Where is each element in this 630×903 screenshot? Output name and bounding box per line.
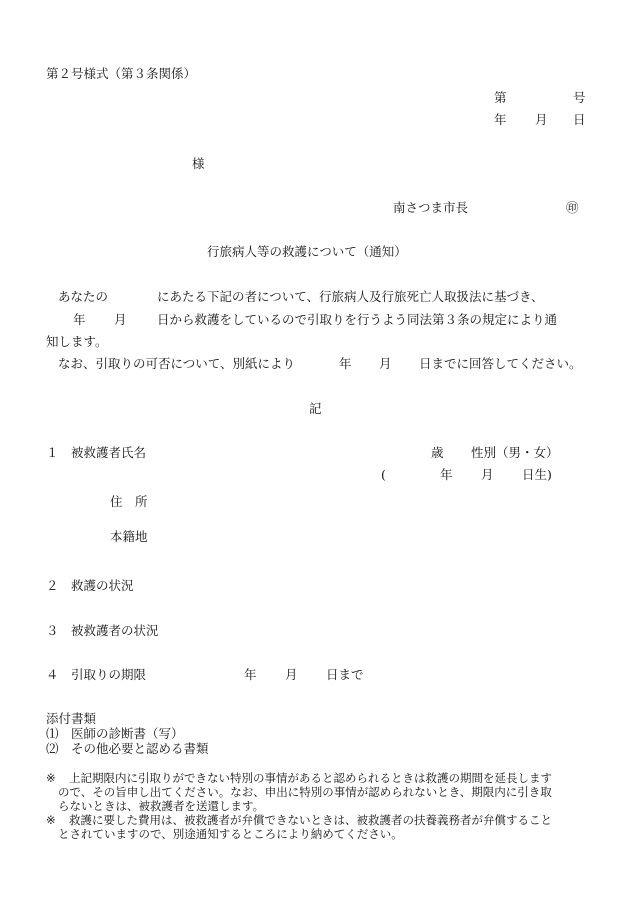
honseki-label: 本籍地: [110, 529, 148, 544]
body-line4-month: 月: [379, 356, 392, 371]
body-line4-a: なお、引取りの可否について、別紙により: [58, 356, 296, 371]
note1-line1: 上記期限内に引取りができない特別の事情があると認められるときは救護の期間を延長します: [69, 771, 552, 785]
item2-number: ２: [46, 578, 59, 593]
body-line4-year: 年: [339, 356, 352, 371]
item4-number: ４: [46, 667, 59, 682]
attachment2-number: ⑵: [46, 741, 59, 756]
note2-mark: ※: [46, 813, 56, 827]
date-year: 年: [494, 112, 507, 127]
date-day: 日: [573, 112, 586, 127]
doc-number-prefix: 第: [494, 90, 507, 105]
item1-birth-year: 年: [440, 467, 453, 482]
item4-year: 年: [244, 667, 257, 682]
attachment1-number: ⑴: [46, 726, 59, 741]
item1-label: 被救護者氏名: [71, 445, 147, 460]
item1-paren-open: (: [381, 467, 386, 482]
note2-line2: とされていますので、別途通知するところにより納めてください。: [58, 827, 403, 841]
body-line2-year: 年: [73, 312, 86, 327]
addressee-suffix: 様: [192, 156, 205, 171]
item1-birth-month: 月: [481, 467, 494, 482]
item2-label: 救護の状況: [71, 578, 134, 593]
item1-sex: 性別（男・女）: [471, 445, 559, 460]
item1-number: １: [46, 445, 59, 460]
attachment1-text: 医師の診断書（写）: [71, 726, 184, 741]
attachment2-text: その他必要と認める書類: [71, 741, 209, 756]
note1-line3: らないときは、被救護者を送還します。: [58, 799, 265, 813]
seal-mark: ㊞: [566, 200, 579, 215]
date-month: 月: [535, 112, 548, 127]
body-line4-rest: 日までに回答してください。: [419, 356, 582, 371]
item4-month: 月: [285, 667, 298, 682]
item3-label: 被救護者の状況: [71, 623, 159, 638]
body-line1-a: あなたの: [58, 289, 109, 304]
ki-heading: 記: [309, 401, 322, 416]
note1-line2: ので、その旨申し出てください。なお、申出に特別の事情が認められないとき、期限内に引き取: [58, 785, 552, 799]
body-line2-rest: 日から救護をしているので引取りを行うよう同法第３条の規定により通: [157, 312, 558, 327]
item1-birth-day: 日生): [522, 467, 552, 482]
body-line1-b: にあたる下記の者について、行旅病人及行旅死亡人取扱法に基づき、: [157, 289, 544, 304]
body-line2-month: 月: [114, 312, 127, 327]
item3-number: ３: [46, 623, 59, 638]
doc-number-suffix: 号: [573, 90, 586, 105]
note1-mark: ※: [46, 771, 56, 785]
body-line3: 知します。: [46, 334, 108, 349]
form-label: 第２号様式（第３条関係）: [46, 66, 197, 81]
item4-label: 引取りの期限: [71, 667, 147, 682]
item4-day: 日まで: [326, 667, 364, 682]
document-title: 行旅病人等の救護について（通知）: [207, 244, 407, 259]
item1-age: 歳: [431, 445, 444, 460]
attachments-heading: 添付書類: [46, 711, 97, 726]
address-label: 住 所: [110, 494, 148, 509]
note2-line1: 救護に要した費用は、被救護者が弁償できないときは、被救護者の扶養義務者が弁償すること: [69, 813, 552, 827]
sender-name: 南さつま市長: [393, 200, 469, 215]
